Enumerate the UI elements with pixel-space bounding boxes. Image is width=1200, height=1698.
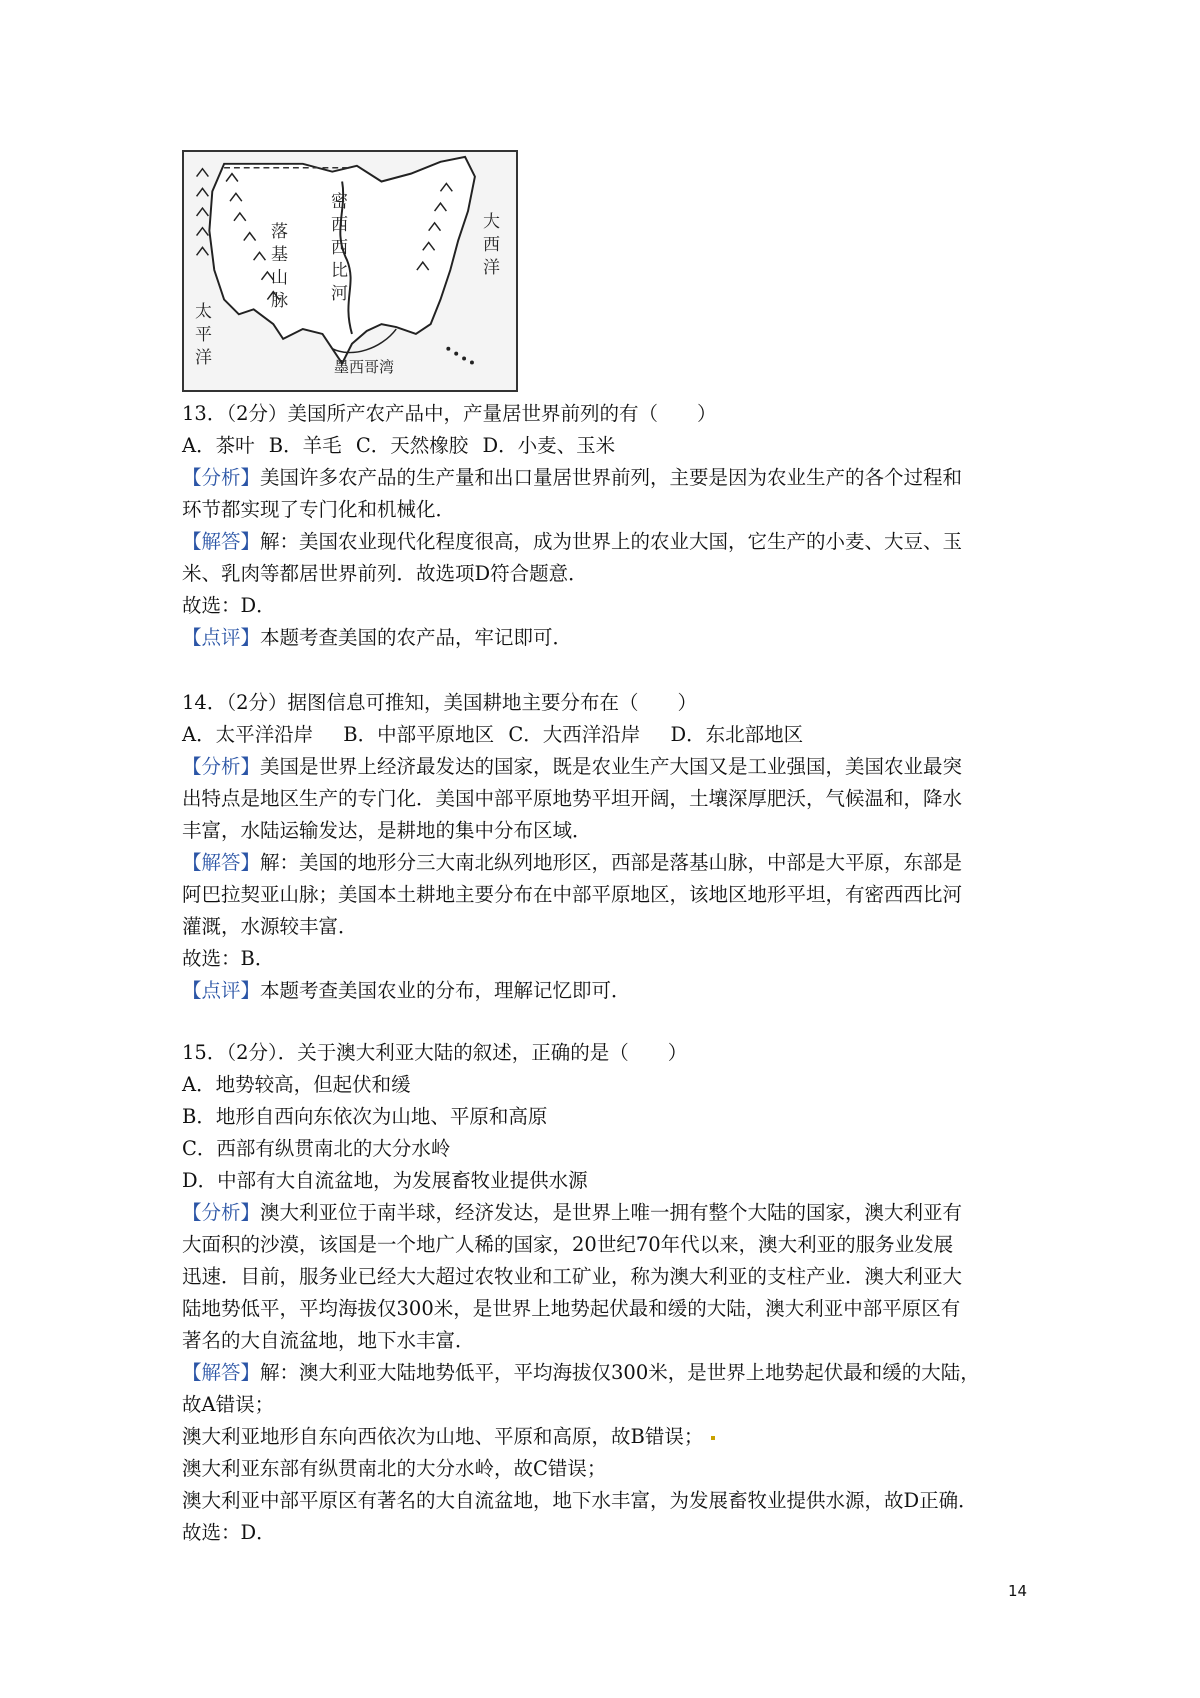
analysis-line-1 xyxy=(182,751,1032,783)
question-stem: 15．（2分）．关于澳大利亚大陆的叙述，正确的是（ ） xyxy=(182,1041,688,1064)
analysis-text: 美国许多农产品的生产量和出口量居世界前列，主要是因为农业生产的各个过程和 xyxy=(260,466,963,489)
atlantic-ocean-label: 大西洋 xyxy=(479,212,499,281)
rocky-mountains-label: 落基山脉 xyxy=(267,222,287,314)
us-map-drawing xyxy=(184,152,516,390)
choice-line: 故选：D． xyxy=(182,594,276,617)
mississippi-river-label: 密西西比河 xyxy=(327,192,347,307)
choice-line: 故选：D． xyxy=(182,1521,276,1544)
answer-line-2: 阿巴拉契亚山脉；美国本土耕地主要分布在中部平原地区，该地区地形平坦，有密西西比河 xyxy=(182,883,963,906)
option-d: D．小麦、玉米 xyxy=(482,434,616,457)
answer-tag: 【解答】 xyxy=(182,1361,261,1384)
options-row xyxy=(182,719,1032,751)
answer-text: 解：美国农业现代化程度很高，成为世界上的农业大国，它生产的小麦、大豆、玉 xyxy=(260,530,963,553)
stray-dot xyxy=(711,1436,715,1440)
analysis-tag: 【分析】 xyxy=(182,755,261,778)
analysis-line-2: 环节都实现了专门化和机械化． xyxy=(182,498,456,521)
answer-line-3 xyxy=(182,1421,1032,1453)
answer-line-2: 故A错误； xyxy=(182,1393,275,1416)
analysis-line-2: 大面积的沙漠，该国是一个地广人稀的国家，20世纪70年代以来，澳大利亚的服务业发展 xyxy=(182,1233,954,1256)
answer-line-2: 米、乳肉等都居世界前列．故选项D符合题意． xyxy=(182,562,588,585)
analysis-line-1 xyxy=(182,1197,1032,1229)
answer-line-4: 澳大利亚东部有纵贯南北的大分水岭，故C错误； xyxy=(182,1457,607,1480)
analysis-tag: 【分析】 xyxy=(182,1201,261,1224)
option-c: C．西部有纵贯南北的大分水岭 xyxy=(182,1137,451,1160)
comment-text: 本题考查美国的农产品，牢记即可． xyxy=(260,626,573,649)
question-13 xyxy=(182,398,1032,654)
question-15 xyxy=(182,1037,1032,1549)
option-b: B．地形自西向东依次为山地、平原和高原 xyxy=(182,1105,548,1128)
answer-line-3: 灌溉，水源较丰富． xyxy=(182,915,358,938)
answer-line-1 xyxy=(182,847,1032,879)
analysis-line-3: 丰富，水陆运输发达，是耕地的集中分布区域． xyxy=(182,819,592,842)
answer-tag: 【解答】 xyxy=(182,851,261,874)
answer-tag: 【解答】 xyxy=(182,530,261,553)
option-c: C．大西洋沿岸 xyxy=(508,723,641,746)
answer-text: 解：美国的地形分三大南北纵列地形区，西部是落基山脉，中部是大平原，东部是 xyxy=(260,851,963,874)
analysis-line-3: 迅速．目前，服务业已经大大超过农牧业和工矿业，称为澳大利亚的支柱产业．澳大利亚大 xyxy=(182,1265,963,1288)
answer-line-1 xyxy=(182,1357,1032,1389)
option-c: C．天然橡胶 xyxy=(355,434,469,457)
comment-line xyxy=(182,975,1032,1007)
question-14 xyxy=(182,687,1032,1007)
comment-tag: 【点评】 xyxy=(182,626,261,649)
gulf-of-mexico-label: 墨西哥湾 xyxy=(334,358,395,376)
analysis-line-1 xyxy=(182,462,1032,494)
comment-text: 本题考查美国农业的分布，理解记忆即可． xyxy=(260,979,631,1002)
option-a: A．太平洋沿岸 xyxy=(182,723,314,746)
option-b: B．中部平原地区 xyxy=(343,723,495,746)
option-d: D．中部有大自流盆地，为发展畜牧业提供水源 xyxy=(182,1169,588,1192)
analysis-text: 澳大利亚位于南半球，经济发达，是世界上唯一拥有整个大陆的国家，澳大利亚有 xyxy=(260,1201,963,1224)
option-a: A．茶叶 xyxy=(182,434,255,457)
analysis-tag: 【分析】 xyxy=(182,466,261,489)
answer-text: 澳大利亚地形自东向西依次为山地、平原和高原，故B错误； xyxy=(182,1425,704,1448)
analysis-line-5: 著名的大自流盆地，地下水丰富． xyxy=(182,1329,475,1352)
analysis-line-2: 出特点是地区生产的专门化．美国中部平原地势平坦开阔，土壤深厚肥沃，气候温和，降水 xyxy=(182,787,963,810)
answer-text: 解：澳大利亚大陆地势低平，平均海拔仅300米，是世界上地势起伏最和缓的大陆， xyxy=(260,1361,980,1384)
choice-line: 故选：B． xyxy=(182,947,275,970)
comment-tag: 【点评】 xyxy=(182,979,261,1002)
analysis-line-4: 陆地势低平，平均海拔仅300米，是世界上地势起伏最和缓的大陆，澳大利亚中部平原区有 xyxy=(182,1297,961,1320)
us-map-figure xyxy=(182,150,518,392)
option-d: D．东北部地区 xyxy=(670,723,804,746)
options-row xyxy=(182,430,1032,462)
question-stem: 13．（2分）美国所产农产品中，产量居世界前列的有（ ） xyxy=(182,402,717,425)
comment-line xyxy=(182,622,1032,654)
option-b: B．羊毛 xyxy=(268,434,342,457)
answer-line-5: 澳大利亚中部平原区有著名的大自流盆地，地下水丰富，为发展畜牧业提供水源，故D正确． xyxy=(182,1489,978,1512)
analysis-text: 美国是世界上经济最发达的国家，既是农业生产大国又是工业强国，美国农业最突 xyxy=(260,755,963,778)
pacific-ocean-label: 太平洋 xyxy=(191,302,211,371)
page-number: 14 xyxy=(1008,1582,1028,1600)
question-stem: 14．（2分）据图信息可推知，美国耕地主要分布在（ ） xyxy=(182,691,697,714)
answer-line-1 xyxy=(182,526,1032,558)
option-a: A．地势较高，但起伏和缓 xyxy=(182,1073,411,1096)
